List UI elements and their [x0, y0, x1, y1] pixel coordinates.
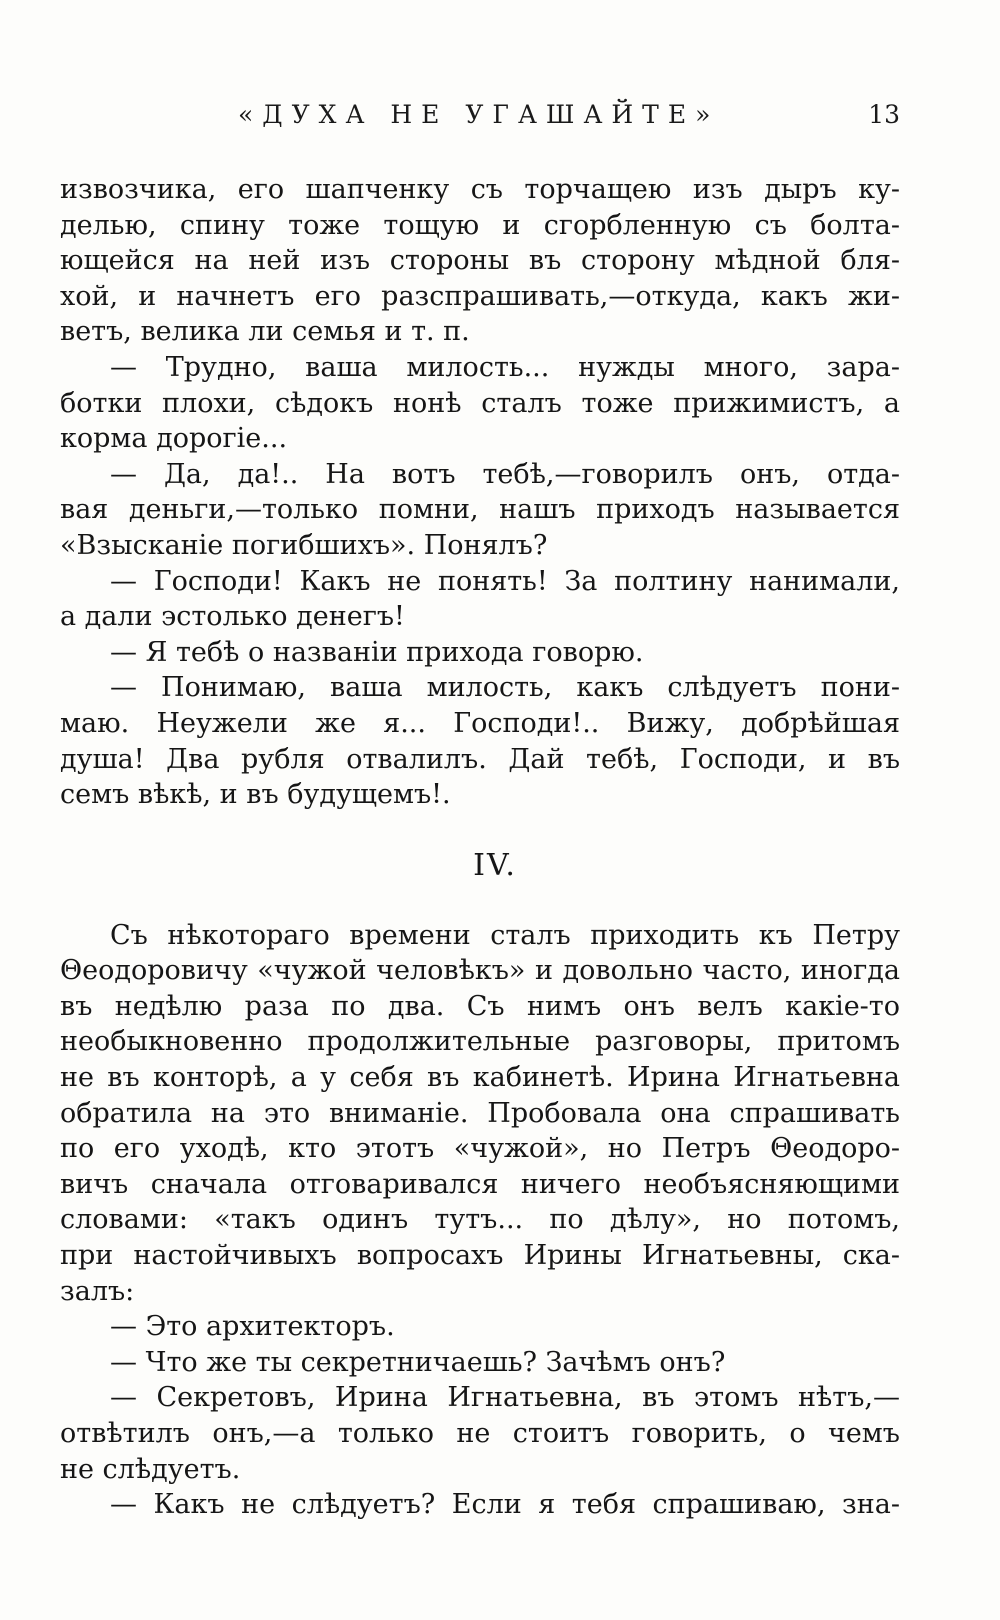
- text-line: — Секретовъ, Ирина Игнатьевна, въ этомъ нѣтъ,—: [110, 1382, 900, 1414]
- running-title: «ДУХА НЕ УГАШАЙТЕ»: [238, 100, 720, 129]
- section-heading: IV.: [473, 847, 517, 883]
- text-line: Θеодоровичу «чужой человѣкъ» и довольно часто, иногда: [60, 955, 900, 987]
- text-line: семъ вѣкѣ, и въ будущемъ!.: [60, 779, 451, 811]
- text-line: обратила на это вниманіе. Пробовала она спрашивать: [60, 1097, 900, 1129]
- text-line: необыкновенно продолжительные разговоры, притомъ: [60, 1026, 900, 1058]
- text-line: а дали эстолько денегъ!: [60, 601, 405, 633]
- text-line: корма дорогіе...: [60, 423, 288, 455]
- text-line: хой, и начнетъ его разспрашивать,—откуда, какъ жи-: [60, 280, 900, 312]
- text-line: словами: «такъ одинъ тутъ... по дѣлу», но потомъ,: [60, 1204, 900, 1236]
- text-line: «Взысканіе погибшихъ». Понялъ?: [60, 529, 548, 561]
- text-line: Съ нѣкотораго времени сталъ приходить къ Петру: [110, 919, 900, 951]
- text-line: — Да, да!.. На вотъ тебѣ,—говорилъ онъ, отда-: [110, 458, 900, 490]
- text-line: делью, спину тоже тощую и сгорбленную съ болта-: [60, 209, 900, 241]
- text-line: въ недѣлю раза по два. Съ нимъ онъ велъ какіе-то: [60, 990, 900, 1022]
- text-line: вая деньги,—только помни, нашъ приходъ называется: [60, 494, 900, 526]
- text-line: ющейся на ней изъ стороны въ сторону мѣдной бля-: [60, 245, 900, 277]
- text-line: не слѣдуетъ.: [60, 1453, 241, 1485]
- text-line: при настойчивыхъ вопросахъ Ирины Игнатьевны, ска-: [60, 1240, 900, 1272]
- text-line: — Господи! Какъ не понять! За полтину нанимали,: [110, 565, 900, 597]
- text-line: отвѣтилъ онъ,—а только не стоитъ говорить, о чемъ: [60, 1418, 900, 1449]
- text-line: по его уходѣ, кто этотъ «чужой», но Петръ Θеодоро-: [60, 1133, 900, 1165]
- text-line: — Трудно, ваша милость... нужды много, зара-: [110, 351, 900, 383]
- text-line: не въ конторѣ, а у себя въ кабинетѣ. Ирина Игнатьевна: [60, 1062, 900, 1094]
- page-text: [60, 172, 900, 1523]
- text-line: — Что же ты секретничаешь? Зачѣмъ онъ?: [110, 1346, 726, 1378]
- text-line: маю. Неужели же я... Господи!.. Вижу, добрѣйшая: [60, 707, 900, 739]
- text-line: — Я тебѣ о названіи прихода говорю.: [110, 636, 644, 668]
- text-line: залъ:: [60, 1275, 135, 1307]
- text-line: ботки плохи, сѣдокъ нонѣ сталъ тоже прижимистъ, а: [60, 387, 900, 419]
- text-line: — Какъ не слѣдуетъ? Если я тебя спрашиваю, зна-: [110, 1489, 900, 1521]
- text-line: душа! Два рубля отвалилъ. Дай тебѣ, Господи, и въ: [60, 743, 900, 775]
- text-line: вичъ сначала отговаривался ничего необъясняющими: [60, 1168, 900, 1200]
- page-number: 13: [868, 100, 900, 129]
- text-line: — Это архитекторъ.: [110, 1311, 395, 1343]
- text-line: извозчика, его шапченку съ торчащею изъ дыръ ку-: [60, 174, 900, 205]
- text-line: — Понимаю, ваша милость, какъ слѣдуетъ пони-: [110, 672, 900, 704]
- page-header: [60, 100, 900, 140]
- text-line: ветъ, велика ли семья и т. п.: [60, 316, 470, 348]
